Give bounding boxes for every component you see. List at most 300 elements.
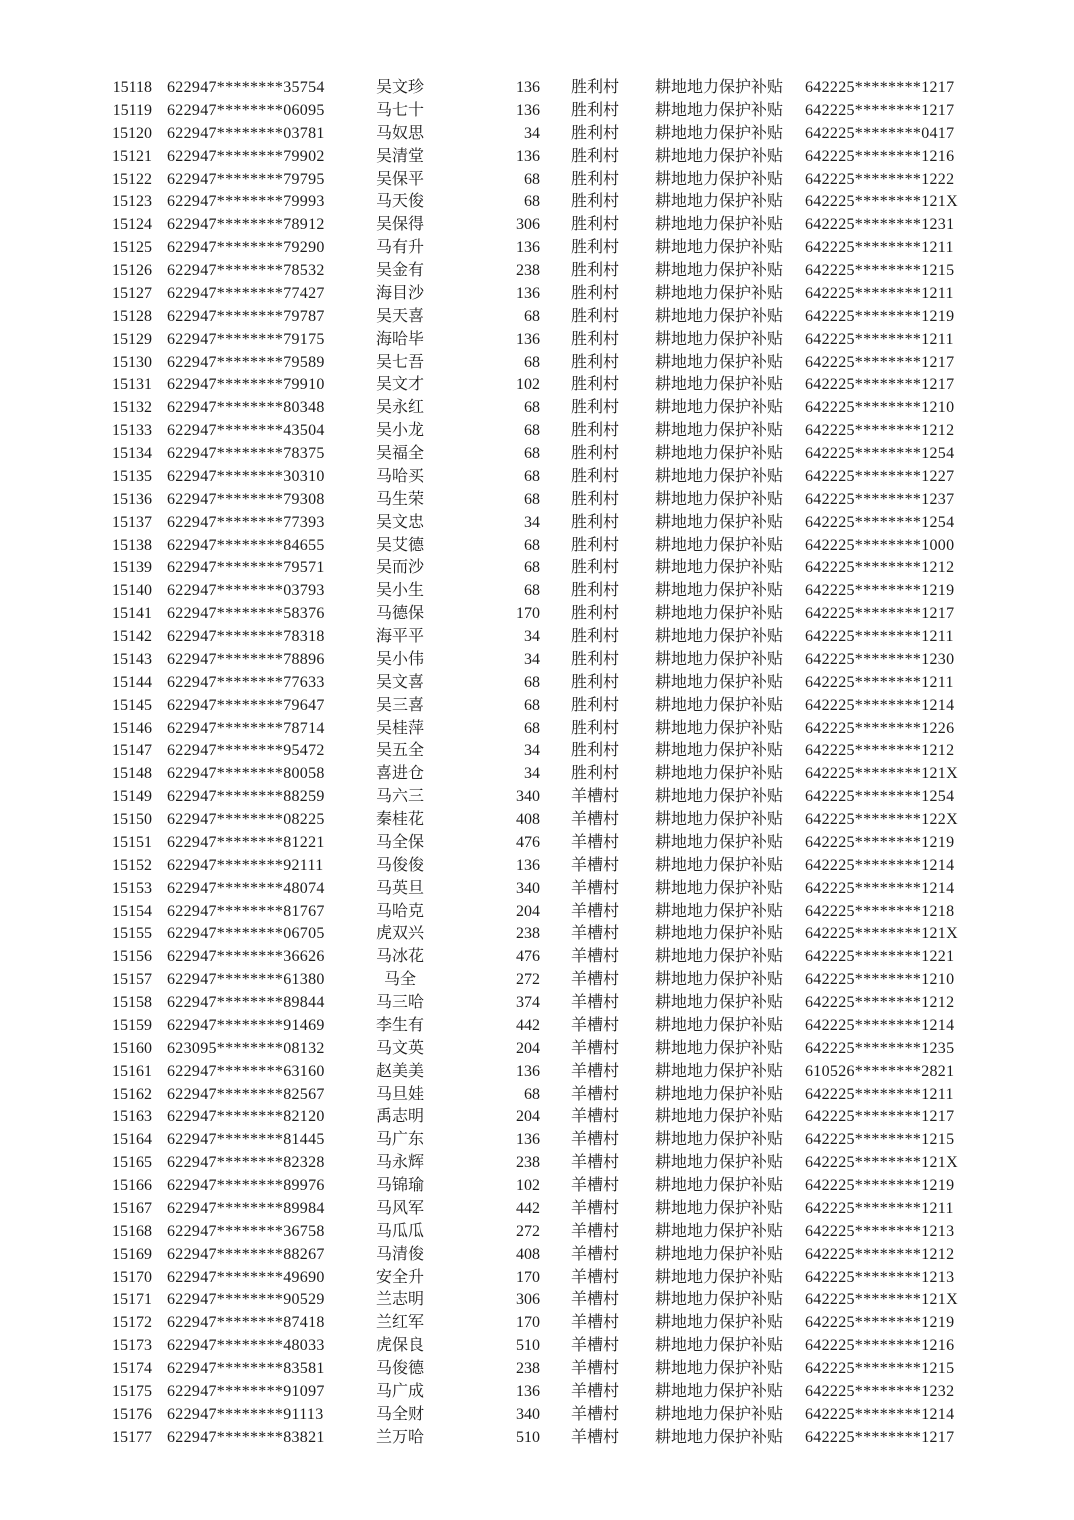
cell-account-number: 642225********1210 <box>805 971 955 989</box>
cell-person-name: 马六三 <box>375 788 424 806</box>
cell-village: 羊槽村 <box>570 1428 619 1446</box>
cell-person-name: 喜进仓 <box>375 765 424 783</box>
table-row <box>100 1038 1074 1061</box>
cell-person-name: 吴三喜 <box>375 696 424 714</box>
cell-subsidy-type: 耕地地力保护补贴 <box>654 1337 783 1355</box>
cell-account-number: 642225********121X <box>805 1291 958 1309</box>
cell-village: 羊槽村 <box>570 925 619 943</box>
cell-person-name: 马哈买 <box>375 467 424 485</box>
cell-person-name: 海平平 <box>375 628 424 645</box>
cell-id-number: 622947********78714 <box>167 719 325 737</box>
cell-account-number: 642225********1211 <box>805 330 954 348</box>
cell-subsidy-type: 耕地地力保护补贴 <box>654 971 783 989</box>
cell-row-number: 15169 <box>112 1245 152 1263</box>
cell-row-number: 15123 <box>112 193 152 211</box>
cell-account-number: 642225********1211 <box>805 1085 954 1103</box>
table-row <box>100 512 1074 535</box>
cell-village: 羊槽村 <box>570 1177 619 1194</box>
cell-id-number: 622947********82328 <box>167 1154 325 1172</box>
cell-amount: 136 <box>516 1062 540 1080</box>
cell-subsidy-type: 耕地地力保护补贴 <box>654 856 783 874</box>
table-row <box>100 1015 1074 1038</box>
table-row <box>100 397 1074 420</box>
table-row <box>100 603 1074 626</box>
cell-row-number: 15129 <box>112 330 152 348</box>
cell-village: 胜利村 <box>570 399 619 417</box>
cell-id-number: 622947********61380 <box>167 971 325 989</box>
cell-account-number: 642225********1218 <box>805 902 955 920</box>
cell-amount: 68 <box>524 673 540 691</box>
cell-account-number: 642225********1213 <box>805 1268 955 1286</box>
cell-amount: 340 <box>516 788 540 806</box>
table-row <box>100 672 1074 695</box>
cell-person-name: 李生有 <box>375 1016 424 1034</box>
table-row <box>100 1129 1074 1152</box>
cell-person-name: 吴艾德 <box>375 536 424 554</box>
table-row <box>100 1084 1074 1107</box>
cell-amount: 34 <box>524 124 540 142</box>
table-row <box>100 420 1074 443</box>
cell-person-name: 禹志明 <box>375 1108 424 1126</box>
cell-id-number: 622947********87418 <box>167 1314 325 1332</box>
cell-row-number: 15139 <box>112 559 152 577</box>
cell-person-name: 虎保良 <box>375 1337 424 1355</box>
cell-row-number: 15151 <box>112 833 152 851</box>
cell-subsidy-type: 耕地地力保护补贴 <box>654 1154 783 1172</box>
table-row <box>100 100 1074 123</box>
cell-subsidy-type: 耕地地力保护补贴 <box>654 1268 783 1286</box>
cell-amount: 102 <box>516 376 540 394</box>
table-row <box>100 214 1074 237</box>
cell-account-number: 642225********1213 <box>805 1222 955 1240</box>
cell-row-number: 15158 <box>112 994 152 1011</box>
table-row <box>100 1267 1074 1290</box>
cell-village: 羊槽村 <box>570 1154 619 1172</box>
cell-village: 羊槽村 <box>570 948 619 966</box>
table-row <box>100 169 1074 192</box>
cell-row-number: 15173 <box>112 1337 152 1355</box>
cell-row-number: 15134 <box>112 445 152 462</box>
cell-row-number: 15131 <box>112 376 152 394</box>
cell-person-name: 吴文才 <box>375 376 424 394</box>
cell-person-name: 马文英 <box>375 1039 424 1057</box>
table-row <box>100 809 1074 832</box>
table-row <box>100 535 1074 558</box>
cell-amount: 204 <box>516 1108 540 1126</box>
cell-amount: 136 <box>516 79 540 96</box>
cell-amount: 340 <box>516 1405 540 1423</box>
cell-village: 羊槽村 <box>570 1360 619 1377</box>
cell-amount: 68 <box>524 582 540 600</box>
cell-village: 胜利村 <box>570 696 619 714</box>
cell-person-name: 兰红军 <box>375 1314 424 1332</box>
cell-account-number: 642225********1217 <box>805 376 955 394</box>
cell-village: 胜利村 <box>570 719 619 737</box>
cell-row-number: 15162 <box>112 1085 152 1103</box>
cell-account-number: 642225********1221 <box>805 948 955 966</box>
cell-id-number: 622947********91469 <box>167 1016 325 1034</box>
cell-account-number: 642225********1219 <box>805 1314 955 1332</box>
cell-account-number: 642225********1211 <box>805 284 954 302</box>
cell-amount: 68 <box>524 445 540 462</box>
cell-id-number: 622947********78532 <box>167 262 325 279</box>
cell-amount: 68 <box>524 719 540 737</box>
cell-village: 胜利村 <box>570 239 619 257</box>
cell-row-number: 15157 <box>112 971 152 989</box>
cell-account-number: 642225********1216 <box>805 1337 955 1355</box>
cell-village: 胜利村 <box>570 605 619 623</box>
cell-person-name: 吴五全 <box>375 742 424 760</box>
cell-id-number: 622947********89984 <box>167 1199 325 1217</box>
cell-id-number: 622947********78375 <box>167 445 325 462</box>
cell-village: 羊槽村 <box>570 1062 619 1080</box>
cell-account-number: 642225********121X <box>805 925 958 943</box>
cell-person-name: 马德保 <box>375 605 424 623</box>
cell-account-number: 642225********1217 <box>805 79 955 96</box>
table-row <box>100 1289 1074 1312</box>
cell-row-number: 15140 <box>112 582 152 600</box>
cell-account-number: 642225********1212 <box>805 559 955 577</box>
cell-village: 胜利村 <box>570 765 619 783</box>
table-row <box>100 489 1074 512</box>
cell-amount: 442 <box>516 1016 540 1034</box>
cell-row-number: 15138 <box>112 536 152 554</box>
cell-amount: 34 <box>524 650 540 668</box>
cell-person-name: 吴福全 <box>375 445 424 462</box>
cell-person-name: 吴七吾 <box>375 353 424 371</box>
cell-subsidy-type: 耕地地力保护补贴 <box>654 582 783 600</box>
cell-account-number: 642225********1214 <box>805 1405 955 1423</box>
cell-amount: 238 <box>516 262 540 279</box>
cell-village: 胜利村 <box>570 650 619 668</box>
cell-amount: 170 <box>516 1314 540 1332</box>
cell-row-number: 15119 <box>112 101 152 119</box>
cell-person-name: 海目沙 <box>375 284 424 302</box>
cell-person-name: 秦桂花 <box>375 811 424 828</box>
cell-subsidy-type: 耕地地力保护补贴 <box>654 605 783 623</box>
cell-person-name: 吴保平 <box>375 170 424 188</box>
table-row <box>100 1198 1074 1221</box>
cell-row-number: 15152 <box>112 856 152 874</box>
cell-village: 羊槽村 <box>570 1085 619 1103</box>
cell-village: 羊槽村 <box>570 1314 619 1332</box>
cell-village: 胜利村 <box>570 742 619 760</box>
cell-id-number: 622947********83581 <box>167 1360 325 1377</box>
cell-row-number: 15132 <box>112 399 152 417</box>
cell-amount: 136 <box>516 1382 540 1400</box>
cell-person-name: 吴永红 <box>375 399 424 417</box>
cell-village: 胜利村 <box>570 284 619 302</box>
cell-amount: 34 <box>524 765 540 783</box>
cell-person-name: 马全财 <box>375 1405 424 1423</box>
cell-person-name: 吴文喜 <box>375 673 424 691</box>
cell-id-number: 622947********91113 <box>167 1405 324 1423</box>
cell-amount: 340 <box>516 879 540 897</box>
cell-amount: 374 <box>516 994 540 1011</box>
cell-amount: 476 <box>516 833 540 851</box>
cell-amount: 136 <box>516 147 540 165</box>
cell-account-number: 642225********1210 <box>805 399 955 417</box>
cell-amount: 170 <box>516 1268 540 1286</box>
cell-subsidy-type: 耕地地力保护补贴 <box>654 1039 783 1057</box>
cell-account-number: 642225********1231 <box>805 216 955 234</box>
cell-row-number: 15166 <box>112 1177 152 1194</box>
cell-subsidy-type: 耕地地力保护补贴 <box>654 948 783 966</box>
cell-row-number: 15137 <box>112 513 152 531</box>
cell-id-number: 622947********88267 <box>167 1245 325 1263</box>
table-row <box>100 123 1074 146</box>
table-row <box>100 283 1074 306</box>
cell-row-number: 15177 <box>112 1428 152 1446</box>
cell-row-number: 15150 <box>112 811 152 828</box>
table-row <box>100 443 1074 466</box>
cell-person-name: 吴文忠 <box>375 513 424 531</box>
cell-account-number: 642225********1215 <box>805 262 955 279</box>
cell-village: 羊槽村 <box>570 1245 619 1263</box>
cell-person-name: 吴天喜 <box>375 307 424 325</box>
cell-row-number: 15142 <box>112 628 152 645</box>
cell-row-number: 15127 <box>112 284 152 302</box>
cell-amount: 68 <box>524 559 540 577</box>
cell-village: 羊槽村 <box>570 1108 619 1126</box>
cell-id-number: 623095********08132 <box>167 1039 325 1057</box>
cell-subsidy-type: 耕地地力保护补贴 <box>654 124 783 142</box>
cell-id-number: 622947********79290 <box>167 239 325 257</box>
cell-account-number: 642225********1219 <box>805 582 955 600</box>
table-row <box>100 992 1074 1015</box>
cell-row-number: 15167 <box>112 1199 152 1217</box>
cell-row-number: 15153 <box>112 879 152 897</box>
cell-subsidy-type: 耕地地力保护补贴 <box>654 673 783 691</box>
cell-person-name: 马生荣 <box>375 490 424 508</box>
cell-person-name: 马风军 <box>375 1199 424 1217</box>
cell-account-number: 642225********1217 <box>805 101 955 119</box>
cell-id-number: 622947********81767 <box>167 902 325 920</box>
cell-subsidy-type: 耕地地力保护补贴 <box>654 101 783 119</box>
cell-person-name: 马全 <box>383 971 416 989</box>
cell-id-number: 622947********89976 <box>167 1177 325 1194</box>
cell-person-name: 马永辉 <box>375 1154 424 1172</box>
cell-account-number: 642225********1215 <box>805 1360 955 1377</box>
table-row <box>100 1358 1074 1381</box>
cell-village: 胜利村 <box>570 628 619 645</box>
table-row <box>100 466 1074 489</box>
cell-village: 羊槽村 <box>570 1039 619 1057</box>
subsidy-table <box>100 77 1074 1450</box>
cell-subsidy-type: 耕地地力保护补贴 <box>654 994 783 1011</box>
cell-id-number: 622947********03793 <box>167 582 325 600</box>
cell-subsidy-type: 耕地地力保护补贴 <box>654 147 783 165</box>
cell-account-number: 642225********1226 <box>805 719 955 737</box>
cell-subsidy-type: 耕地地力保护补贴 <box>654 1428 783 1446</box>
cell-id-number: 622947********88259 <box>167 788 325 806</box>
cell-row-number: 15146 <box>112 719 152 737</box>
cell-amount: 34 <box>524 628 540 645</box>
table-row <box>100 1244 1074 1267</box>
cell-row-number: 15165 <box>112 1154 152 1172</box>
cell-village: 胜利村 <box>570 330 619 348</box>
cell-id-number: 622947********79910 <box>167 376 325 394</box>
cell-row-number: 15121 <box>112 147 152 165</box>
cell-amount: 272 <box>516 971 540 989</box>
cell-village: 胜利村 <box>570 582 619 600</box>
cell-amount: 306 <box>516 216 540 234</box>
cell-person-name: 吴小伟 <box>375 650 424 668</box>
cell-village: 胜利村 <box>570 79 619 96</box>
cell-row-number: 15160 <box>112 1039 152 1057</box>
cell-row-number: 15143 <box>112 650 152 668</box>
cell-account-number: 642225********1211 <box>805 239 954 257</box>
cell-subsidy-type: 耕地地力保护补贴 <box>654 811 783 828</box>
cell-id-number: 622947********79571 <box>167 559 325 577</box>
cell-row-number: 15170 <box>112 1268 152 1286</box>
table-row <box>100 763 1074 786</box>
cell-account-number: 642225********121X <box>805 765 958 783</box>
table-row <box>100 1175 1074 1198</box>
cell-account-number: 642225********1214 <box>805 879 955 897</box>
cell-id-number: 622947********79795 <box>167 170 325 188</box>
cell-account-number: 642225********1214 <box>805 856 955 874</box>
cell-amount: 136 <box>516 1131 540 1149</box>
cell-account-number: 642225********1211 <box>805 673 954 691</box>
table-row <box>100 1404 1074 1427</box>
cell-person-name: 马广成 <box>375 1382 424 1400</box>
cell-subsidy-type: 耕地地力保护补贴 <box>654 1177 783 1194</box>
cell-account-number: 642225********1230 <box>805 650 955 668</box>
cell-amount: 238 <box>516 925 540 943</box>
cell-account-number: 642225********1216 <box>805 147 955 165</box>
cell-village: 羊槽村 <box>570 1291 619 1309</box>
cell-row-number: 15156 <box>112 948 152 966</box>
table-row <box>100 626 1074 649</box>
cell-person-name: 马俊俊 <box>375 856 424 874</box>
cell-amount: 442 <box>516 1199 540 1217</box>
cell-amount: 306 <box>516 1291 540 1309</box>
cell-id-number: 622947********79647 <box>167 696 325 714</box>
cell-subsidy-type: 耕地地力保护补贴 <box>654 490 783 508</box>
cell-id-number: 622947********77427 <box>167 284 325 302</box>
cell-subsidy-type: 耕地地力保护补贴 <box>654 559 783 577</box>
cell-row-number: 15135 <box>112 467 152 485</box>
cell-amount: 238 <box>516 1360 540 1377</box>
cell-village: 胜利村 <box>570 262 619 279</box>
cell-amount: 136 <box>516 330 540 348</box>
cell-person-name: 马三哈 <box>375 994 424 1011</box>
cell-id-number: 622947********89844 <box>167 994 325 1011</box>
cell-person-name: 兰志明 <box>375 1291 424 1309</box>
cell-subsidy-type: 耕地地力保护补贴 <box>654 239 783 257</box>
cell-village: 羊槽村 <box>570 1382 619 1400</box>
cell-id-number: 622947********95472 <box>167 742 325 760</box>
cell-amount: 68 <box>524 1085 540 1103</box>
cell-person-name: 吴保得 <box>375 216 424 234</box>
table-row <box>100 191 1074 214</box>
cell-person-name: 吴小龙 <box>375 422 424 440</box>
table-row <box>100 146 1074 169</box>
cell-village: 羊槽村 <box>570 811 619 828</box>
cell-id-number: 622947********81221 <box>167 833 325 851</box>
cell-row-number: 15163 <box>112 1108 152 1126</box>
cell-row-number: 15126 <box>112 262 152 279</box>
table-row <box>100 969 1074 992</box>
cell-person-name: 吴清堂 <box>375 147 424 165</box>
cell-account-number: 642225********0417 <box>805 124 955 142</box>
cell-village: 胜利村 <box>570 490 619 508</box>
cell-id-number: 622947********36626 <box>167 948 325 966</box>
cell-village: 羊槽村 <box>570 833 619 851</box>
cell-village: 羊槽村 <box>570 902 619 920</box>
cell-village: 胜利村 <box>570 673 619 691</box>
cell-id-number: 622947********36758 <box>167 1222 325 1240</box>
cell-person-name: 安全升 <box>375 1268 424 1286</box>
cell-row-number: 15147 <box>112 742 152 760</box>
cell-person-name: 虎双兴 <box>375 925 424 943</box>
cell-account-number: 642225********1217 <box>805 605 955 623</box>
cell-amount: 68 <box>524 696 540 714</box>
cell-village: 胜利村 <box>570 101 619 119</box>
cell-village: 胜利村 <box>570 216 619 234</box>
table-row <box>100 1381 1074 1404</box>
cell-subsidy-type: 耕地地力保护补贴 <box>654 422 783 440</box>
cell-subsidy-type: 耕地地力保护补贴 <box>654 628 783 645</box>
cell-subsidy-type: 耕地地力保护补贴 <box>654 650 783 668</box>
cell-village: 羊槽村 <box>570 1337 619 1355</box>
table-row <box>100 352 1074 375</box>
cell-person-name: 马俊德 <box>375 1360 424 1377</box>
cell-id-number: 622947********83821 <box>167 1428 325 1446</box>
cell-row-number: 15159 <box>112 1016 152 1034</box>
cell-row-number: 15149 <box>112 788 152 806</box>
cell-person-name: 马冰花 <box>375 948 424 966</box>
cell-row-number: 15141 <box>112 605 152 623</box>
cell-subsidy-type: 耕地地力保护补贴 <box>654 788 783 806</box>
cell-person-name: 马哈克 <box>375 902 424 920</box>
cell-account-number: 642225********1222 <box>805 170 955 188</box>
cell-subsidy-type: 耕地地力保护补贴 <box>654 376 783 394</box>
cell-person-name: 吴金有 <box>375 262 424 279</box>
cell-village: 羊槽村 <box>570 1199 619 1217</box>
cell-id-number: 622947********06095 <box>167 101 325 119</box>
cell-village: 胜利村 <box>570 124 619 142</box>
cell-row-number: 15144 <box>112 673 152 691</box>
cell-row-number: 15122 <box>112 170 152 188</box>
cell-amount: 476 <box>516 948 540 966</box>
cell-person-name: 马锦瑜 <box>375 1177 424 1194</box>
cell-id-number: 622947********43504 <box>167 422 325 440</box>
cell-subsidy-type: 耕地地力保护补贴 <box>654 1131 783 1149</box>
cell-row-number: 15136 <box>112 490 152 508</box>
cell-subsidy-type: 耕地地力保护补贴 <box>654 1405 783 1423</box>
cell-row-number: 15124 <box>112 216 152 234</box>
cell-subsidy-type: 耕地地力保护补贴 <box>654 742 783 760</box>
table-row <box>100 1106 1074 1129</box>
cell-id-number: 622947********82120 <box>167 1108 325 1126</box>
cell-id-number: 622947********91097 <box>167 1382 325 1400</box>
cell-id-number: 622947********77393 <box>167 513 325 531</box>
table-row <box>100 901 1074 924</box>
cell-account-number: 642225********1219 <box>805 307 955 325</box>
cell-id-number: 622947********79175 <box>167 330 325 348</box>
cell-row-number: 15148 <box>112 765 152 783</box>
cell-person-name: 马旦娃 <box>375 1085 424 1103</box>
cell-subsidy-type: 耕地地力保护补贴 <box>654 170 783 188</box>
cell-id-number: 622947********58376 <box>167 605 325 623</box>
cell-account-number: 642225********1254 <box>805 513 955 531</box>
cell-amount: 136 <box>516 101 540 119</box>
cell-village: 胜利村 <box>570 467 619 485</box>
table-row <box>100 1312 1074 1335</box>
cell-amount: 68 <box>524 422 540 440</box>
